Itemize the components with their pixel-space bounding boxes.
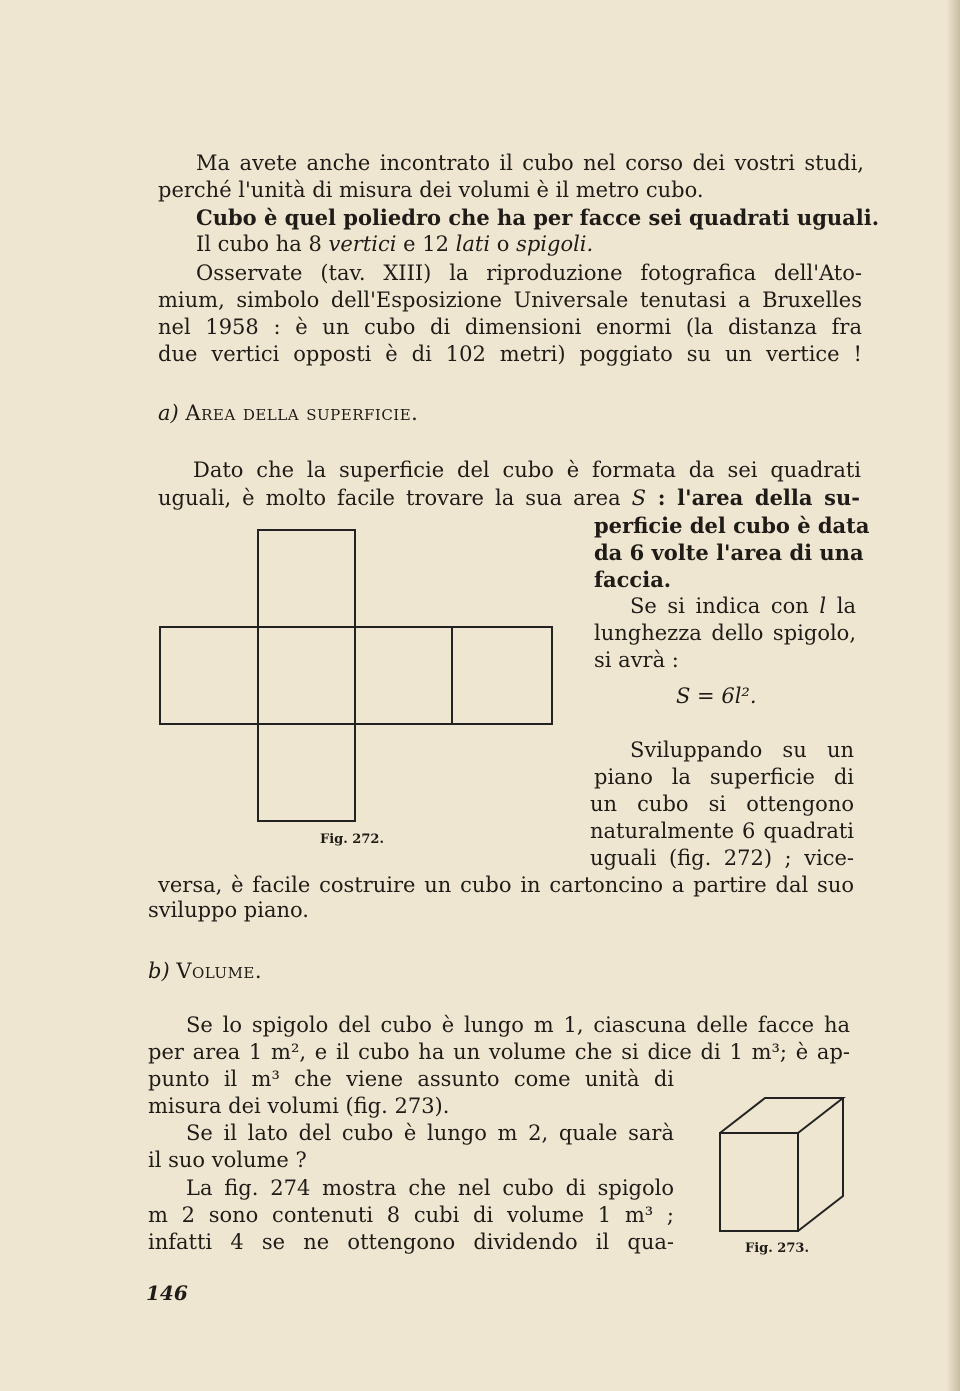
text-span: o	[490, 232, 517, 256]
area-formula: S = 6l².	[676, 684, 757, 708]
term-spigoli: spigoli.	[516, 232, 594, 256]
section-title: Area della superficie.	[185, 401, 419, 425]
text-line: nel 1958 : è un cubo di dimensioni enormi (la distanza fra	[158, 315, 862, 339]
section-title: Volume.	[176, 959, 263, 983]
text-line: uguali (fig. 272) ; vice-	[590, 846, 854, 870]
text-line: Osservate (tav. XIII) la riproduzione fotografica dell'Ato-	[196, 261, 862, 285]
text-line: Ma avete anche incontrato il cubo nel corso dei vostri studi,	[196, 151, 864, 175]
symbol-S: S	[631, 486, 647, 510]
text-line: perficie del cubo è data	[594, 513, 870, 538]
text-line: versa, è facile costruire un cubo in cartoncino a partire dal suo	[158, 873, 854, 897]
text-line: sviluppo piano.	[148, 898, 309, 922]
text-line: infatti 4 se ne ottengono dividendo il qua-	[148, 1230, 674, 1254]
definition-line: Cubo è quel poliedro che ha per facce sei quadrati uguali.	[196, 205, 880, 230]
text-line: Se lo spigolo del cubo è lungo m 1, ciascuna delle facce ha	[186, 1013, 850, 1037]
page-number: 146	[146, 1281, 188, 1305]
text-span: la	[826, 594, 856, 618]
text-line: un cubo si ottengono	[590, 792, 854, 816]
term-vertici: vertici	[328, 232, 397, 256]
figure-caption: Fig. 273.	[745, 1241, 809, 1256]
text-line: Dato che la superficie del cubo è formata da sei quadrati	[193, 458, 861, 482]
text-line: m 2 sono contenuti 8 cubi di volume 1 m³ ;	[148, 1203, 674, 1227]
text-span: uguali, è molto facile trovare la sua area	[158, 486, 632, 510]
text-line: da 6 volte l'area di una	[594, 540, 864, 565]
section-letter: b)	[148, 959, 170, 983]
text-line: punto il m³ che viene assunto come unità di	[148, 1067, 674, 1091]
figure-caption: Fig. 272.	[320, 832, 384, 847]
text-line: Sviluppando su un	[630, 738, 854, 762]
text-line: due vertici opposti è di 102 metri) poggiato su un vertice !	[158, 342, 862, 366]
cube-side-face	[798, 1098, 843, 1231]
cube-front-face	[720, 1133, 798, 1231]
text-line: lunghezza dello spigolo,	[594, 621, 856, 645]
text-line: si avrà :	[594, 648, 679, 672]
cube-top-face	[720, 1098, 843, 1133]
text-line: La fig. 274 mostra che nel cubo di spigolo	[186, 1176, 674, 1200]
term-lati: lati	[455, 232, 491, 256]
text-span: Se si indica con	[630, 594, 820, 618]
section-letter: a)	[158, 401, 179, 425]
text-line: piano la superficie di	[594, 765, 854, 789]
text-line: faccia.	[594, 567, 672, 592]
text-line: Se il lato del cubo è lungo m 2, quale sarà	[186, 1121, 674, 1145]
text-span: Il cubo ha 8	[196, 232, 329, 256]
symbol-l: l	[819, 594, 827, 618]
text-line: il suo volume ?	[148, 1148, 307, 1172]
text-span: : l'area della su-	[646, 485, 860, 510]
text-line: per area 1 m², e il cubo ha un volume che si dice di 1 m³; è ap-	[148, 1040, 850, 1064]
text-line: perché l'unità di misura dei volumi è il metro cubo.	[158, 178, 704, 202]
text-span: e 12	[396, 232, 456, 256]
text-line: naturalmente 6 quadrati	[590, 819, 854, 843]
text-line: mium, simbolo dell'Esposizione Universale tenutasi a Bruxelles	[158, 288, 862, 312]
text-line: misura dei volumi (fig. 273).	[148, 1094, 450, 1118]
